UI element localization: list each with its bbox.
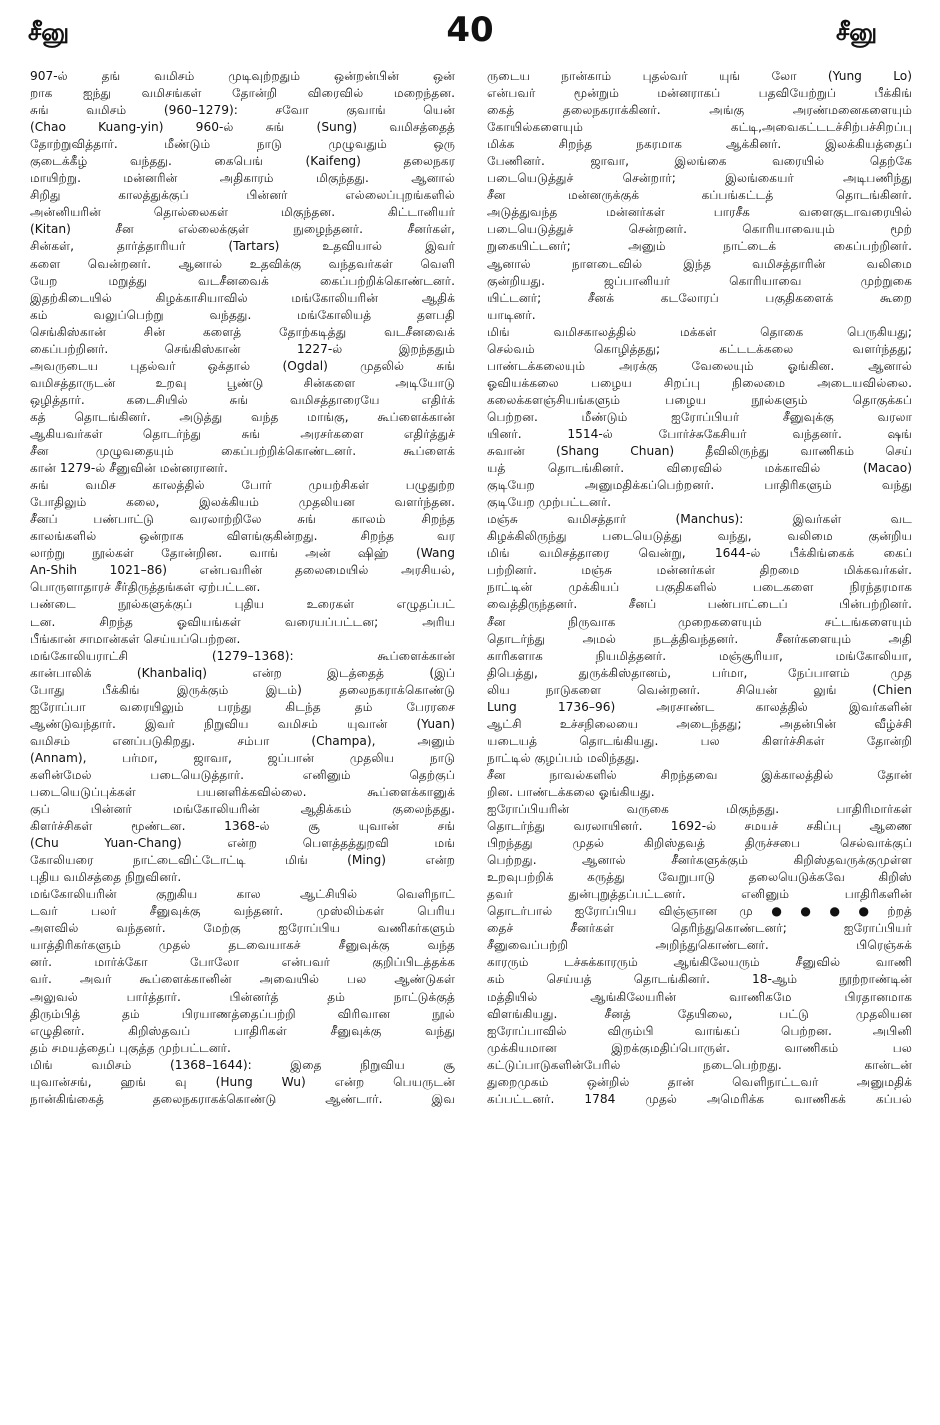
text-line: கம் செய்யத் தொடங்கினர். 18-ஆம் நூற்றாண்டின் — [487, 972, 912, 987]
text-line: போதிலும் கலை, இலக்கியம் முதலியன வளர்ந்தன. — [30, 495, 455, 510]
text-line: யினர். 1514-ல் போர்ச்சுகேசியர் வந்தனர். ஷங் — [487, 426, 912, 441]
text-line: தொடர்பால் ஐரோப்பிய விஞ்ஞான மு●●●●ற்றத் — [487, 904, 912, 919]
text-line: பாண்டக்கலையும் அரக்கு வேலையும் ஓங்கின. ஆனால் — [487, 358, 912, 373]
text-line: னர். மார்க்கோ போலோ என்பவர் குறிப்பிடத்தக்க — [30, 955, 455, 970]
text-line: பெற்றன. மீண்டும் ஐரோப்பியர் சீனுவுக்கு வரலா — [487, 409, 912, 424]
text-line: அன்னியரின் தொல்லைகள் மிகுந்தன. கிட்டானியர் — [30, 205, 455, 220]
text-line: சுவான் (Shang Chuan) தீவிலிருந்து வாணிகம் செய் — [487, 444, 912, 459]
text-line: தொடர்ந்து அமல் நடத்திவந்தனர். சீனர்களையும் அதி — [487, 631, 912, 646]
text-line: படையெடுத்துச் சென்றார்; இலங்கையர் அடிபணிந்து — [487, 171, 912, 186]
text-line: செங்கிஸ்கான் சின் களைத் தோற்கடித்து வடசீனவைக் — [30, 324, 455, 339]
text-line: லிய நாடுகளை வென்றனர். சியென் லுங் (Chien — [487, 682, 912, 697]
text-line: அவருடைய புதல்வர் ஒக்தால் (Ogdal) முதலில் சுங் — [30, 358, 455, 373]
text-line: ஆனால் நாளடைவில் இந்த வமிசத்தாரின் வலிமை — [487, 256, 912, 271]
text-line: கோலியரை நாட்டைவிட்டோட்டி மிங் (Ming) என்ற — [30, 853, 455, 868]
left-text-column — [30, 68, 455, 1108]
text-line: சிறிது காலத்துக்குப் பின்னர் எல்லைப்புறங்களில் — [30, 188, 455, 203]
text-line: றுகையிட்டனர்; அனும் நாட்டைக் கைப்பற்றினர். — [487, 239, 912, 254]
text-line: றாக ஐந்து வமிசங்கள் தோன்றி விரைவில் மறைந்தன. — [30, 86, 455, 101]
text-line: படையெடுப்புக்கள் பயனளிக்கவில்லை. கூப்ளைக்கானுக் — [30, 784, 455, 799]
text-line: பெற்றது. ஆனால் சீனர்களுக்கும் கிறிஸ்தவருக்குமுள்ள — [487, 853, 912, 868]
text-line: அலுவல் பார்த்தார். பின்னர்த் தம் நாட்டுக்குத் — [30, 989, 455, 1004]
text-line: யேற மறுத்து வடசீனவைக் கைப்பற்றிக்கொண்டனர். — [30, 273, 455, 288]
text-line: கைப்பற்றினர். செங்கிஸ்கான் 1227-ல் இறந்ததும் — [30, 341, 455, 356]
text-line: உறவுபற்றிக் கருத்து வேறுபாடு தலையெடுக்கவே கிறிஸ் — [487, 870, 912, 885]
text-line: மிங் வமிசகாலத்தில் மக்கள் தொகை பெருகியது; — [487, 324, 912, 339]
text-line: ஆகியவர்கள் தொடர்ந்து சுங் அரசர்களை எதிர்த்துச் — [30, 426, 455, 441]
text-line: கான்பாலிக் (Khanbaliq) என்ற இடத்தைத் (இப் — [30, 665, 455, 680]
text-line: தோற்றுவித்தார். மீண்டும் நாடு முழுவதும் ஒரு — [30, 137, 455, 152]
text-line: எழுதினர். கிறிஸ்தவப் பாதிரிகள் சீனுவுக்கு வந்து — [30, 1023, 455, 1038]
text-line: காரரும் டச்சுக்காரரும் ஆங்கிலேயரும் சீனுவில் வாணி — [487, 955, 912, 970]
text-line: யத் தொடங்கினர். விரைவில் மக்காவில் (Macao) — [487, 461, 912, 476]
text-line: யாத்திரிகர்களும் முதல் தடவையாகச் சீனுவுக்கு வந்த — [30, 938, 455, 953]
text-line: (Chao Kuang-yin) 960-ல் சுங் (Sung) வமிசத்தைத் — [30, 120, 455, 135]
text-line: சீன மன்னருக்குக் கப்பங்கட்டத் தொடங்கினர். — [487, 188, 912, 203]
text-line: காரிகளாக நியமித்தனர். மஞ்சூரியா, மங்கோலியா, — [487, 648, 912, 663]
text-line: போது பீக்கிங் இருக்கும் இடம்) தலைநகராக்கொண்டு — [30, 682, 455, 697]
text-line: ஒழித்தார். கடைசியில் சுங் வமிசத்தாரையே எதிர்க் — [30, 392, 455, 407]
text-line: காலங்களில் ஒன்றாக விளங்குகின்றது. சிறந்த வர — [30, 529, 455, 544]
text-line: டவர் பலர் சீனுவுக்கு வந்தனர். முஸ்லிம்கள் பெரிய — [30, 904, 455, 919]
header-left-guide-word: சீனு — [28, 18, 70, 46]
text-line: தவர் துன்புறுத்தப்பட்டனர். எனினும் பாதிரிகளின் — [487, 887, 912, 902]
text-line: தம் சமயத்தைப் புகுத்த முற்பட்டனர். — [30, 1040, 231, 1055]
text-line: மஞ்சு வமிசத்தார் (Manchus): இவர்கள் வட — [487, 512, 912, 527]
text-line: சீன முழுவதையும் கைப்பற்றிக்கொண்டனர். கூப்ளைக் — [30, 444, 455, 459]
text-line: கப்பட்டனர். 1784 முதல் அமெரிக்க வாணிகக் கப்பல் — [487, 1091, 912, 1106]
text-line: கலைக்களஞ்சியங்களும் பழைய நூல்களும் தொகுக்கப் — [487, 392, 912, 407]
text-line: கம் வலுப்பெற்று வந்தது. மங்கோலியத் தளபதி — [30, 307, 455, 322]
text-line: அடுத்துவந்த மன்னர்கள் பாரசீக வளைகுடாவரையில் — [487, 205, 912, 220]
text-line: நான்கிங்கைத் தலைநகராகக்கொண்டு ஆண்டார். இவ — [30, 1091, 455, 1106]
right-text-column — [487, 68, 912, 1108]
text-line: அளவில் வந்தனர். மேற்கு ஐரோப்பிய வணிகர்களும் — [30, 921, 455, 936]
text-line: தொடர்ந்து வரலாயினர். 1692-ல் சமயச் சகிப்பு ஆணை — [487, 819, 912, 834]
text-line: (Annam), பர்மா, ஜாவா, ஜப்பான் முதலிய நாடு — [30, 750, 455, 765]
text-line: வர். அவர் கூப்ளைக்கானின் அவையில் பல ஆண்டுகள் — [30, 972, 455, 987]
text-line: குடியேற அனுமதிக்கப்பெற்றனர். பாதிரிகளும் வந்து — [487, 478, 912, 493]
text-line: சீனப் பண்பாட்டு வரலாற்றிலே சுங் காலம் சிறந்த — [30, 512, 455, 527]
text-line: களின்மேல் படையெடுத்தார். எனினும் தெற்குப் — [30, 767, 455, 782]
text-line: விளங்கியது. சீனத் தேயிலை, பட்டு முதலியன — [487, 1006, 912, 1021]
text-line: கான் 1279-ல் சீனுவின் மன்னரானர். — [30, 461, 228, 476]
page-header — [0, 10, 940, 60]
text-line: நாட்டின் முக்கியப் பகுதிகளில் படைகளை நிரந்தரமாக — [487, 580, 912, 595]
text-line: என்பவர் மூன்றும் மன்னராகப் பதவியேற்றுப் பீக்கிங் — [487, 86, 912, 101]
text-line: இதற்கிடையில் கிழக்காசியாவில் மங்கோலியரின் ஆதிக் — [30, 290, 455, 305]
text-line: திரும்பித் தம் பிரயாணத்தைப்பற்றி விரிவான நூல் — [30, 1006, 455, 1021]
text-line: முக்கியமான இறக்குமதிப்பொருள். வாணிகம் பல — [487, 1040, 912, 1055]
text-line: பற்றினர். மஞ்சு மன்னர்கள் திறமை மிக்கவர்கள். — [487, 563, 912, 578]
text-line: குடைக்கீழ் வந்தது. கைபெங் (Kaifeng) தலைநகர — [30, 154, 455, 169]
text-line: வமிசம் எனப்படுகிறது. சம்பா (Champa), அனும் — [30, 733, 455, 748]
text-line: டன. சிறந்த ஓவியங்கள் வரையப்பட்டன; அரிய — [30, 614, 455, 629]
text-line: மாயிற்று. மன்னரின் அதிகாரம் மிகுந்தது. ஆனால் — [30, 171, 455, 186]
text-line: செல்வம் கொழித்தது; கட்டடக்கலை வளர்ந்தது; — [487, 341, 912, 356]
text-line: 907-ல் தங் வமிசம் முடிவுற்றதும் ஒன்றன்பின் ஒன் — [30, 69, 455, 83]
text-line: வமிசத்தாருடன் உறவு பூண்டு சின்களை அடியோடு — [30, 375, 455, 390]
text-line: ஐரோப்பா வரையிலும் பரந்து கிடந்த தம் பேரரசை — [30, 699, 455, 714]
text-line: பண்டை நூல்களுக்குப் புதிய உரைகள் எழுதப்பட் — [30, 597, 455, 612]
text-line: யாடினர். — [487, 307, 536, 322]
header-right-guide-word: சீனு — [836, 18, 878, 46]
text-line: பேணினர். ஜாவா, இலங்கை வரையில் தெற்கே — [487, 154, 912, 169]
text-line: குப் பின்னர் மங்கோலியரின் ஆதிக்கம் குலைந்தது. — [30, 802, 455, 817]
text-line: ஆட்சி உச்சநிலையை அடைந்தது; அதன்பின் வீழ்ச்சி — [487, 716, 912, 731]
text-line: பிறந்தது முதல் கிறிஸ்தவத் திருச்சபை செல்வாக்குப் — [487, 836, 912, 851]
text-line: யுவான்சங், ஹங் வு (Hung Wu) என்ற பெயருடன் — [30, 1074, 455, 1089]
text-line: மத்தியில் ஆங்கிலேயரின் வாணிகமே பிரதானமாக — [487, 989, 912, 1004]
text-line: (Kitan) சீன எல்லைக்குள் நுழைந்தனர். சீனர்கள், — [30, 222, 455, 237]
text-line: சீன நாவல்களில் சிறந்தவை இக்காலத்தில் தோன் — [487, 767, 912, 782]
text-line: மங்கோலியரின் குறுகிய கால ஆட்சியில் வெளிநாட் — [30, 887, 455, 902]
text-line: குன்றியது. ஜப்பானியர் கொரியாவை முற்றுகை — [487, 273, 912, 288]
text-line: துறைமுகம் ஒன்றில் தான் வெளிநாட்டவர் அனுமதிக் — [487, 1074, 912, 1089]
text-line: புதிய வமிசத்தை நிறுவினர். — [30, 870, 182, 885]
text-line: கிளர்ச்சிகள் மூண்டன. 1368-ல் சூ யுவான் சங் — [30, 819, 455, 834]
text-line: சுங் வமிசம் (960–1279): சவோ குவாங் யென் — [30, 103, 455, 118]
text-line: பீங்கான் சாமான்கள் செய்யப்பெற்றன. — [30, 631, 241, 646]
text-line: நாட்டில் குழப்பம் மலிந்தது. — [487, 750, 640, 765]
text-line: களை வென்றனர். ஆனால் உதவிக்கு வந்தவர்கள் வெளி — [30, 256, 455, 271]
text-line: தைச் சீனர்கள் தெரிந்துகொண்டனர்; ஐரோப்பியர் — [487, 921, 912, 936]
text-line: ஓவியக்கலை பழைய சிறப்பு நிலைமை அடையவில்லை. — [487, 375, 912, 390]
text-line: படையெடுத்துச் சென்றனர். கொரியாவையும் மூற் — [487, 222, 912, 237]
page-number: 40 — [446, 10, 494, 50]
text-line: யிட்டனர்; சீனக் கடலோரப் பகுதிகளைக் கூறை — [487, 290, 912, 305]
text-line: கத் தொடங்கினர். அடுத்து வந்த மாங்கு, கூப்ளைக்கான் — [30, 409, 455, 424]
text-line: திபெத்து, துருக்கிஸ்தானம், பர்மா, நேப்பாளம் முத — [487, 665, 912, 680]
text-line: கோயில்களையும் கட்டி,அவைகட்டடச்சிற்பச்சிறப்பு — [487, 120, 912, 135]
text-line: சுங் வமிச காலத்தில் போர் முயற்சிகள் பழுதுற்ற — [30, 478, 455, 493]
text-line: Lung 1736–96) அரசாண்ட காலத்தில் இவர்களின் — [487, 699, 912, 714]
text-line: மங்கோலியராட்சி (1279–1368): கூப்ளைக்கான் — [30, 648, 455, 663]
text-line: ஆண்டுவந்தார். இவர் நிறுவிய வமிசம் யுவான் (Yuan) — [30, 716, 455, 731]
text-line: சீனுவைப்பற்றி அறிந்துகொண்டனர். பிரெஞ்சுக் — [487, 938, 912, 953]
text-line: கிழக்கிலிருந்து படையெடுத்து வந்து, வலிமை குன்றிய — [487, 529, 912, 544]
text-line: சீன நிருவாக முறைகளையும் சட்டங்களையும் — [487, 614, 912, 629]
text-line: ஐரோப்பாவில் விரும்பி வாங்கப் பெற்றன. அபினி — [487, 1023, 912, 1038]
text-line: An-Shih 1021–86) என்பவரின் தலைமையில் அரசியல், — [30, 563, 455, 578]
text-line: மிங் வமிசத்தாரை வென்று, 1644-ல் பீக்கிங்கைக் கைப் — [487, 546, 912, 561]
text-line: கைத் தலைநகராக்கினர். அங்கு அரண்மனைகளையும் — [487, 103, 912, 118]
text-line: ஐரோப்பியரின் வருகை மிகுந்தது. பாதிரிமார்கள் — [487, 802, 912, 817]
text-line: (Chu Yuan-Chang) என்ற பௌத்தத்துறவி மங் — [30, 836, 455, 851]
text-line: லாற்று நூல்கள் தோன்றின. வாங் அன் ஷிஹ் (Wang — [30, 546, 455, 561]
text-line: ருடைய நான்காம் புதல்வர் யுங் லோ (Yung Lo) — [487, 69, 912, 83]
text-line: வைத்திருந்தனர். சீனப் பண்பாட்டைப் பின்பற்றினர். — [487, 597, 912, 612]
text-line: கட்டுப்பாடுகளின்பேரில் நடைபெற்றது. கான்டன் — [487, 1057, 912, 1072]
text-line: யடையத் தொடங்கியது. பல கிளர்ச்சிகள் தோன்றி — [487, 733, 912, 748]
text-line: சின்கள், தார்த்தாரியர் (Tartars) உதவியால் இவர் — [30, 239, 455, 254]
text-line: குடியேற முற்பட்டனர். — [487, 495, 612, 510]
text-line: றின. பாண்டக்கலை ஓங்கியது. — [487, 784, 655, 799]
text-line: பொருளாதாரச் சீர்திருத்தங்கள் ஏற்பட்டன. — [30, 580, 261, 595]
text-line: மிக்க சிறந்த நகரமாக ஆக்கினர். இலக்கியத்தைப் — [487, 137, 912, 152]
text-line: மிங் வமிசம் (1368–1644): இதை நிறுவிய சூ — [30, 1057, 455, 1072]
